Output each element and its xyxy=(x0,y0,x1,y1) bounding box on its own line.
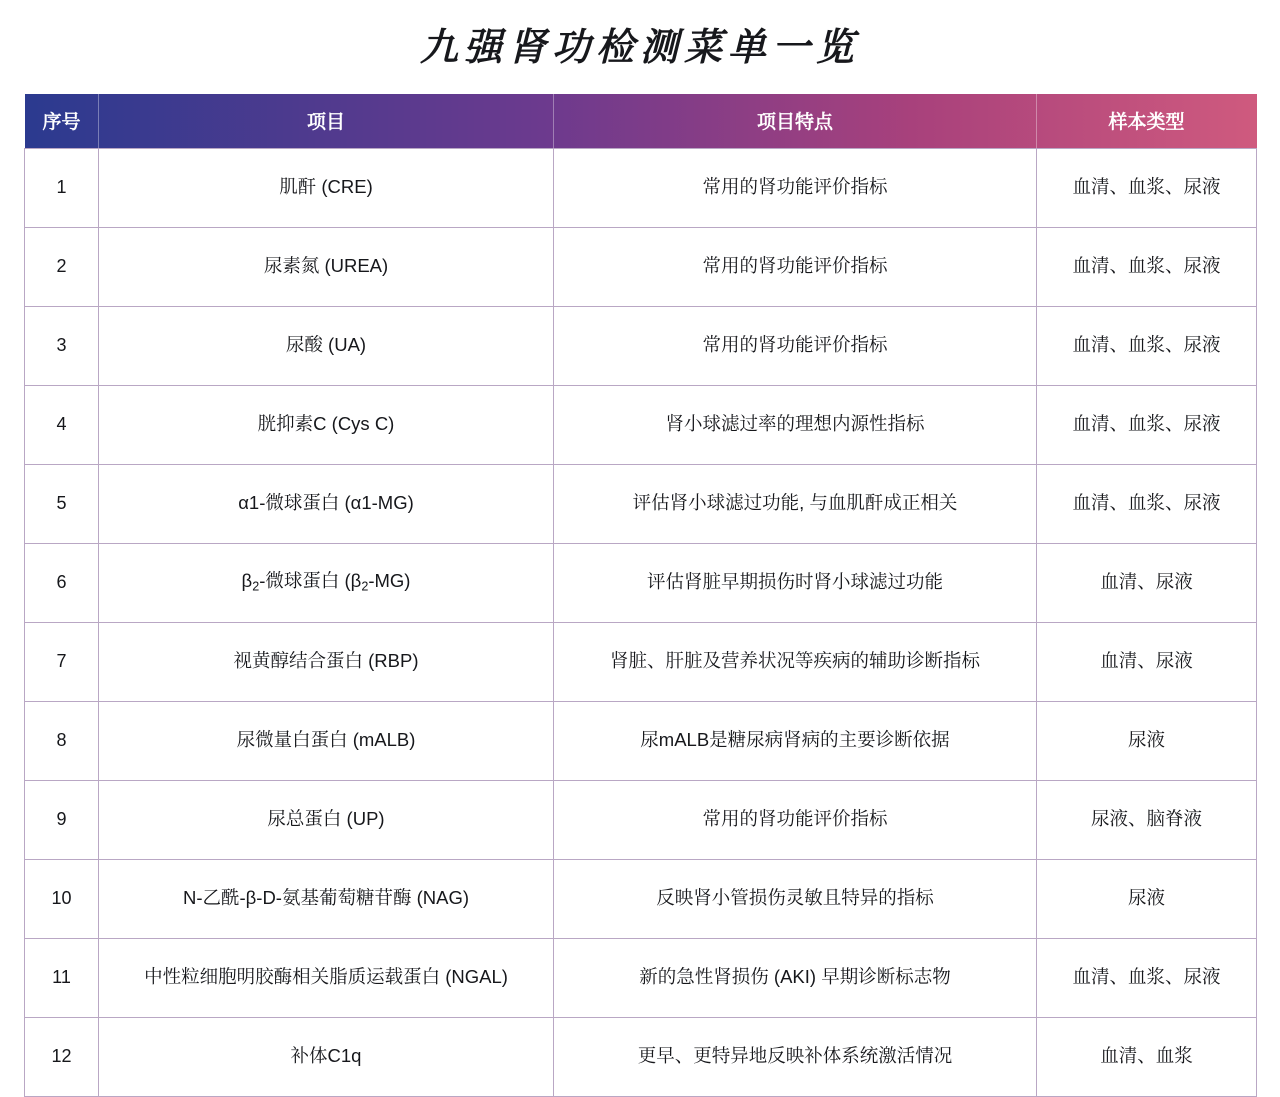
kidney-test-menu-table xyxy=(24,94,1257,1097)
table-row xyxy=(25,1017,1257,1096)
cell-sample: 血清、血浆、尿液 xyxy=(1037,148,1257,227)
cell-number: 4 xyxy=(25,385,99,464)
cell-number: 9 xyxy=(25,780,99,859)
table-row xyxy=(25,622,1257,701)
cell-item: 肌酐 (CRE) xyxy=(99,148,554,227)
table-row xyxy=(25,701,1257,780)
cell-item: 尿总蛋白 (UP) xyxy=(99,780,554,859)
cell-number: 7 xyxy=(25,622,99,701)
cell-feature: 常用的肾功能评价指标 xyxy=(554,780,1037,859)
cell-item: N-乙酰-β-D-氨基葡萄糖苷酶 (NAG) xyxy=(99,859,554,938)
cell-number: 12 xyxy=(25,1017,99,1096)
cell-number: 3 xyxy=(25,306,99,385)
cell-feature: 新的急性肾损伤 (AKI) 早期诊断标志物 xyxy=(554,938,1037,1017)
table-header-row xyxy=(25,94,1257,149)
cell-sample: 尿液、脑脊液 xyxy=(1037,780,1257,859)
column-header-feature: 项目特点 xyxy=(554,94,1037,149)
cell-number: 11 xyxy=(25,938,99,1017)
column-header-number: 序号 xyxy=(25,94,99,149)
cell-feature: 反映肾小管损伤灵敏且特异的指标 xyxy=(554,859,1037,938)
cell-number: 6 xyxy=(25,543,99,622)
cell-item: 补体C1q xyxy=(99,1017,554,1096)
page-title: 九强肾功检测菜单一览 xyxy=(419,27,860,69)
column-header-item: 项目 xyxy=(99,94,554,149)
cell-item: 视黄醇结合蛋白 (RBP) xyxy=(99,622,554,701)
cell-sample: 血清、血浆、尿液 xyxy=(1037,464,1257,543)
table-row xyxy=(25,780,1257,859)
cell-item: 胱抑素C (Cys C) xyxy=(99,385,554,464)
cell-feature: 常用的肾功能评价指标 xyxy=(554,227,1037,306)
cell-feature: 常用的肾功能评价指标 xyxy=(554,306,1037,385)
cell-sample: 血清、血浆 xyxy=(1037,1017,1257,1096)
cell-feature: 评估肾脏早期损伤时肾小球滤过功能 xyxy=(554,543,1037,622)
table-header xyxy=(25,94,1257,149)
cell-feature: 肾小球滤过率的理想内源性指标 xyxy=(554,385,1037,464)
cell-feature: 尿mALB是糖尿病肾病的主要诊断依据 xyxy=(554,701,1037,780)
cell-item: $\beta_2-$微球蛋白 $(\beta_2-MG)$ xyxy=(99,543,554,622)
cell-number: 2 xyxy=(25,227,99,306)
table-container xyxy=(24,94,1256,1097)
table-row xyxy=(25,306,1257,385)
cell-number: 5 xyxy=(25,464,99,543)
cell-number: 1 xyxy=(25,148,99,227)
column-header-sample: 样本类型 xyxy=(1108,112,1185,134)
cell-feature: 更早、更特异地反映补体系统激活情况 xyxy=(554,1017,1037,1096)
cell-sample: 血清、尿液 xyxy=(1037,543,1257,622)
cell-sample: 血清、血浆、尿液 xyxy=(1037,227,1257,306)
cell-sample: 尿液 xyxy=(1037,859,1257,938)
cell-item: 尿微量白蛋白 (mALB) xyxy=(99,701,554,780)
cell-item: α1-微球蛋白 (α1-MG) xyxy=(99,464,554,543)
table-row xyxy=(25,938,1257,1017)
cell-sample: 血清、血浆、尿液 xyxy=(1037,938,1257,1017)
cell-sample: 血清、血浆、尿液 xyxy=(1037,306,1257,385)
table-row xyxy=(25,148,1257,227)
cell-feature: 常用的肾功能评价指标 xyxy=(554,148,1037,227)
table-row xyxy=(25,859,1257,938)
cell-feature: 评估肾小球滤过功能, 与血肌酐成正相关 xyxy=(554,464,1037,543)
table-row xyxy=(25,543,1257,622)
cell-item: 尿酸 (UA) xyxy=(99,306,554,385)
cell-sample: 血清、尿液 xyxy=(1037,622,1257,701)
table-body xyxy=(25,148,1257,1096)
cell-item: 中性粒细胞明胶酶相关脂质运载蛋白 (NGAL) xyxy=(99,938,554,1017)
cell-number: 10 xyxy=(25,859,99,938)
cell-feature: 肾脏、肝脏及营养状况等疾病的辅助诊断指标 xyxy=(554,622,1037,701)
cell-sample: 尿液 xyxy=(1037,701,1257,780)
table-row xyxy=(25,385,1257,464)
table-row xyxy=(25,227,1257,306)
cell-item: 尿素氮 (UREA) xyxy=(99,227,554,306)
cell-number: 8 xyxy=(25,701,99,780)
cell-sample: 血清、血浆、尿液 xyxy=(1037,385,1257,464)
document-page xyxy=(0,26,1280,1067)
table-row xyxy=(25,464,1257,543)
